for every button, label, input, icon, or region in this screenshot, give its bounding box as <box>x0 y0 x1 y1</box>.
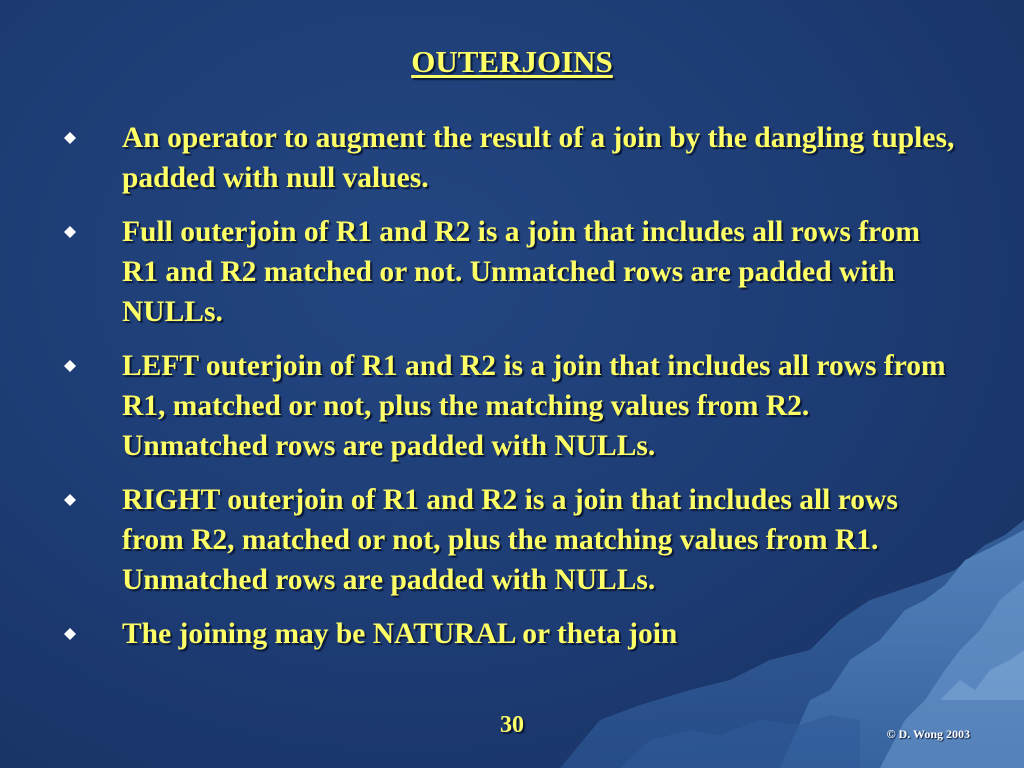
bullet-text: RIGHT outerjoin of R1 and R2 is a join that includes all rows from R2, matched or not, plus the matching values from R1. Unmatched rows are padded with NULLs. <box>122 484 898 596</box>
bullet-item <box>60 480 960 600</box>
bullet-text: An operator to augment the result of a join by the dangling tuples, padded with null values. <box>122 122 955 194</box>
bullet-item <box>60 614 960 654</box>
bullet-text: The joining may be NATURAL or theta join <box>122 618 678 650</box>
bullet-text: Full outerjoin of R1 and R2 is a join that includes all rows from R1 and R2 matched or not. Unmatched rows are padded with NULLs. <box>122 216 920 328</box>
bullet-item <box>60 118 960 198</box>
diamond-icon <box>60 480 122 506</box>
copyright-notice: © D. Wong 2003 <box>886 727 970 741</box>
bullet-text: LEFT outerjoin of R1 and R2 is a join that includes all rows from R1, matched or not, plus the matching values from R2. Unmatched rows are padded with NULLs. <box>122 350 946 462</box>
diamond-icon <box>60 346 122 372</box>
bullet-item <box>60 346 960 466</box>
page-number: 30 <box>500 712 524 738</box>
diamond-icon <box>60 212 122 238</box>
bullet-list <box>60 118 960 668</box>
slide-title: OUTERJOINS <box>411 44 613 79</box>
diamond-icon <box>60 118 122 144</box>
bullet-item <box>60 212 960 332</box>
diamond-icon <box>60 614 122 640</box>
